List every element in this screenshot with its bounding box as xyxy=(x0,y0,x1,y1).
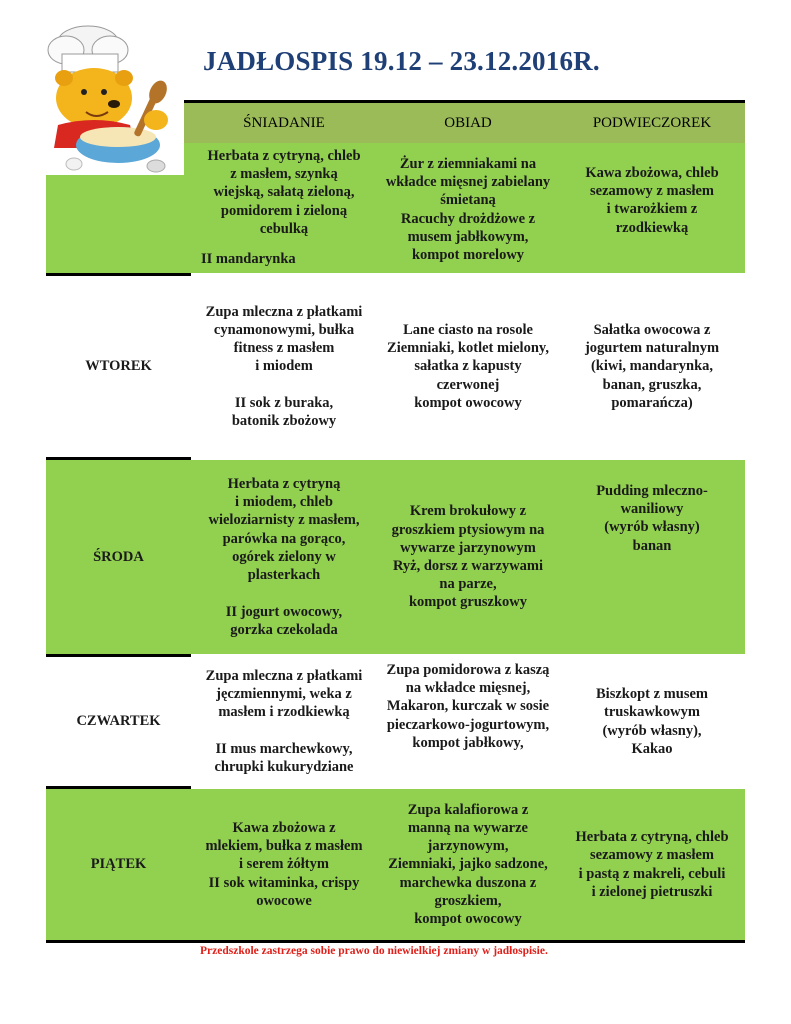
table-bottom-border xyxy=(46,940,745,943)
breakfast-extra: II mandarynka xyxy=(201,250,296,267)
table-row xyxy=(46,657,745,786)
lunch-cell: Żur z ziemniakami na wkładce mięsnej zabielany śmietaną Racuchy drożdżowe z musem jabłkowym, kompot morelowy xyxy=(385,156,551,264)
page-title: JADŁOSPIS 19.12 – 23.12.2016R. xyxy=(203,46,600,76)
header-breakfast: ŚNIADANIE xyxy=(243,114,325,131)
header-lunch: OBIAD xyxy=(444,114,492,131)
table-row xyxy=(46,276,745,457)
disclaimer-note: Przedszkole zastrzega sobie prawo do niewielkiej zmiany w jadłospisie. xyxy=(200,945,548,957)
lunch-cell: Zupa kalafiorowa z manną na wywarze jarzynowym, Ziemniaki, jajko sadzone, marchewka duszona z groszkiem, kompot owocowy xyxy=(388,801,548,927)
snack-cell: Kawa zbożowa, chleb sezamowy z masłem i twarożkiem z rzodkiewką xyxy=(585,165,719,236)
header-snack: PODWIECZOREK xyxy=(592,114,712,131)
breakfast-cell: Herbata z cytryną i miodem, chleb wieloziarnisty z masłem, parówka na gorąco, ogórek zielony w plasterkach II jogurt owocowy, gorzka czekolada xyxy=(208,476,360,638)
snack-cell: Herbata z cytryną, chleb sezamowy z masłem i pastą z makreli, cebuli i zielonej pietruszki xyxy=(575,829,729,900)
breakfast-cell: Zupa mleczna z płatkami cynamonowymi, bułka fitness z masłem i miodem II sok z buraka, batonik zbożowy xyxy=(205,303,363,429)
day-label: WTOREK xyxy=(85,358,152,375)
breakfast-cell: Kawa zbożowa z mlekiem, bułka z masłem i serem żółtym II sok witaminka, crispy owocowe xyxy=(205,819,363,909)
table-row xyxy=(46,460,745,654)
snack-cell: Sałatka owocowa z jogurtem naturalnym (kiwi, mandarynka, banan, gruszka, pomarańcza) xyxy=(584,321,720,411)
lunch-cell: Zupa pomidorowa z kaszą na wkładce mięsnej, Makaron, kurczak w sosie pieczarkowo-jogurtowym, kompot jabłkowy, xyxy=(386,662,550,751)
day-label: ŚRODA xyxy=(93,548,144,565)
day-label: CZWARTEK xyxy=(76,713,161,730)
mascot-illustration xyxy=(26,20,184,175)
breakfast-cell: Herbata z cytryną, chleb z masłem, szynką wiejską, sałatą zieloną, pomidorem i zieloną cebulką xyxy=(207,148,361,237)
breakfast-cell: Zupa mleczna z płatkami jęczmiennymi, weka z masłem i rzodkiewką II mus marchewkowy, chrupki kukurydziane xyxy=(205,667,363,775)
winnie-the-pooh-chef-icon xyxy=(26,20,184,175)
snack-cell: Biszkopt z musem truskawkowym (wyrób własny), Kakao xyxy=(596,686,708,757)
lunch-cell: Lane ciasto na rosole Ziemniaki, kotlet mielony, sałatka z kapusty czerwonej kompot owocowy xyxy=(387,321,549,411)
table-row xyxy=(46,789,745,940)
day-label: PIĄTEK xyxy=(90,856,147,873)
snack-cell: Pudding mleczno- waniliowy (wyrób własny) banan xyxy=(596,483,708,554)
lunch-cell: Krem brokułowy z groszkiem ptysiowym na wywarze jarzynowym Ryż, dorsz z warzywami na parze, kompot gruszkowy xyxy=(391,503,545,611)
